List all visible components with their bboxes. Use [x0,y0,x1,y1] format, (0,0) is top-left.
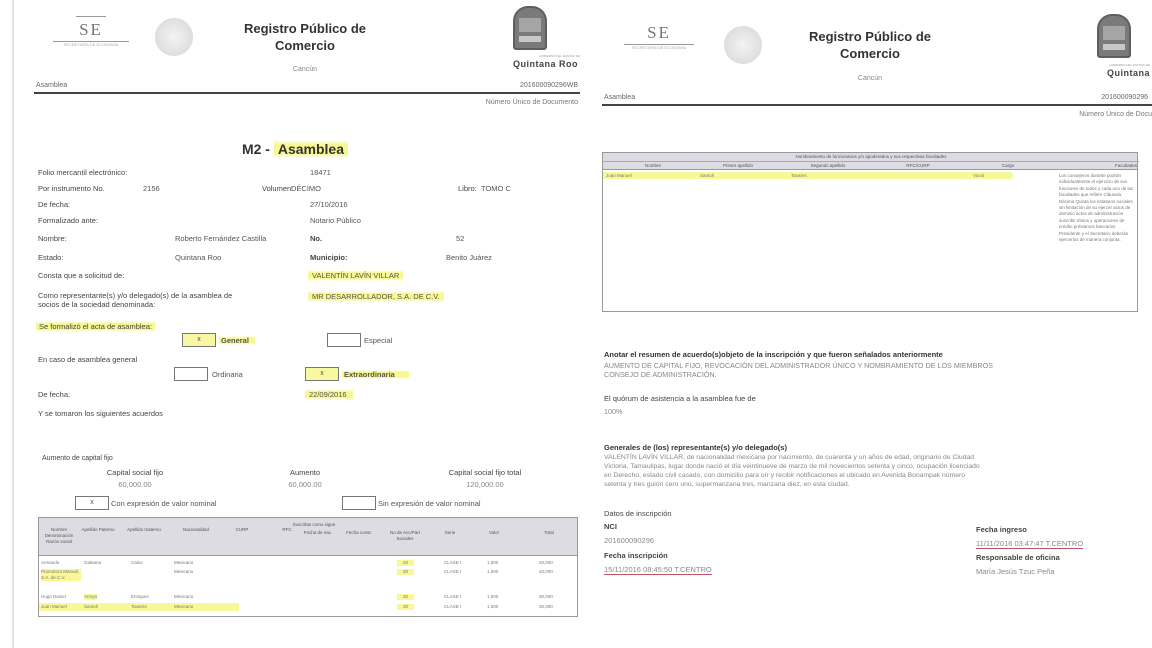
se-logo: SE SECRETARÍA DE ECONOMÍA [52,16,130,48]
state-crest-icon [513,6,547,50]
municipio-label: Municipio: [310,253,348,262]
doc-number-label: Número Único de Docu [1079,111,1152,118]
folio-value: 18471 [310,168,331,177]
nci-value: 201600090296 [604,536,655,545]
doc-type-label: Asamblea [36,82,68,89]
general-label: General [219,336,255,345]
fecha-label: De fecha: [38,200,71,209]
registry-title: Registro Público de Comercio [808,29,932,61]
folio-label: Folio mercantil electrónico: [38,168,128,177]
generales-label: Generales de (los) representante(s) y/o delegado(s) [604,443,787,452]
extraordinaria-checkbox[interactable]: x [305,367,339,381]
responsable-value: María Jesús Tzuc Peña [976,567,1055,576]
municipio-value: Benito Juárez [446,253,492,262]
city-label: Cancún [857,75,883,82]
representante-label: Como representante(s) y/o delegado(s) de la asamblea de socios de la sociedad denominada: [38,291,233,309]
sin-valor-label: Sin expresión de valor nominal [378,499,481,508]
capital-total-value: 120,000.00 [466,480,504,489]
ordinaria-checkbox[interactable] [174,367,208,381]
nombre-label: Nombre: [38,234,67,243]
national-seal-icon [724,26,762,64]
estado-label: Estado: [38,253,64,262]
nci-label: NCI [604,522,617,531]
fecha-value: 27/10/2016 [310,200,348,209]
officers-table-header: Nombramiento de funcionarios y/o apoderados y sus respectivas facultades Nombre Primer apellido Segundo apellido RFC/CURP Cargo Facultades [603,153,1137,170]
capital-section-label: Aumento de capital fijo [42,455,113,462]
sin-valor-checkbox[interactable] [342,496,376,510]
aumento-value: 60,000.00 [288,480,322,489]
officers-table: Nombramiento de funcionarios y/o apoderados y sus respectivas facultades Nombre Primer apellido Segundo apellido RFC/CURP Cargo Facultades Juan Manuel Santoh Tavares Vocal Los consejeros durante podrán individualmente el ejercicio de sus funciones de todos y cada uno de las facultades que refiere Cláusula Décima Quinta los estatutos sociales sin limitación de su ejercer actos de dominio actos de administración suscribir títulos y operaciones de crédito préstamos bancarios Presidente y el Secretario deberán ejercerlos de manera conjunta. [602,152,1138,312]
form-title: M2 - Asamblea [0,141,590,157]
right-document-page [590,0,1152,648]
header-rule [34,92,580,94]
fecha-ingreso-value: 11/11/2016 03:47:47 T.CENTRO [976,539,1084,548]
fecha-inscripcion-label: Fecha inscripción [604,551,668,560]
ordinaria-label: Ordinaria [212,370,243,379]
doc-type-label: Asamblea [604,94,636,101]
acuerdos-label: Y se tomaron los siguientes acuerdos [38,409,163,418]
formalizado-label: Formalizado ante: [38,216,99,225]
especial-checkbox[interactable] [327,333,361,347]
resumen-label: Anotar el resumen de acuerdo(s)objeto de la inscripción y que fueron señalados anteriormente [604,350,943,359]
se-logo: SE SECRETARÍA DE ECONOMÍA [620,22,698,51]
national-seal-icon [155,18,193,56]
estado-value: Quintana Roo [175,253,222,262]
con-valor-checkbox[interactable]: x [75,496,109,510]
consta-label: Consta que a solicitud de: [38,271,125,280]
state-name: Quintana [1106,68,1150,78]
right-header: SE SECRETARÍA DE ECONOMÍA Registro Público de Comercio Cancún GOBIERNO DEL ESTADO DE Quintana Asamblea 201600090296 Número Único de Docu [590,0,1152,110]
formalizo-label: Se formalizó el acta de asamblea: [36,321,155,332]
asamblea-fecha-value: 22/09/2016 [305,389,353,400]
especial-label: Especial [364,336,393,345]
header-rule [602,104,1152,106]
representante-value: MR DESARROLLADOR, S.A. DE C.V. [308,291,444,302]
capital-total-label: Capital social fijo total [448,468,522,477]
fecha-inscripcion-value: 15/11/2016 08:45:50 T.CENTRO [604,565,712,574]
libro-label: Libro: [458,184,477,193]
general-checkbox[interactable]: x [182,333,216,347]
con-valor-label: Con expresión de valor nominal [111,499,217,508]
aumento-label: Aumento [289,468,321,477]
no-label: No. [310,234,323,243]
volumen-label: Volumen: [262,184,294,193]
asamblea-fecha-label: De fecha: [38,390,71,399]
left-header: SE SECRETARÍA DE ECONOMÍA Registro Público de Comercio Cancún GOBIERNO DEL ESTADO DE Quintana Roo Asamblea 201600090296WB Número Único de Documento [0,0,590,110]
shareholders-table: Suscritas como sigue Nombre Denominación Razón social Apellido Paterno Apellido materno Nacionalidad CURP RFC Fecha de nac. Fecha const. No de Acc/Part Sociales Serie Valor Total Armando Galeana Calvo Mexicano 20 CLASE I 1,000 20,000 Promotora Manuel, S.A. de C.V. Mexicano 40 CLASE I 1,000 40,000 Hugo Daniel Arroyo Enriquez Mexicano 30 CLASE I 1,000 30,000 Juan Manuel Santoh Tavares Mexicano 30 CLASE I 1,000 30,000 [38,517,578,617]
doc-number-label: Número Único de Documento [485,99,578,106]
quorum-label: El quórum de asistencia a la asamblea fue de [604,394,756,403]
city-label: Cancún [292,66,318,73]
shareholders-table-header: Suscritas como sigue Nombre Denominación Razón social Apellido Paterno Apellido materno Nacionalidad CURP RFC Fecha de nac. Fecha const. No de Acc/Part Sociales Serie Valor Total [39,518,577,556]
volumen-value: DÉCIMO [291,184,321,193]
responsable-label: Responsable de oficina [976,553,1060,562]
inscripcion-section-label: Datos de inscripción [604,509,672,518]
instrumento-value: 2156 [143,184,160,193]
capital-fijo-label: Capital social fijo [106,468,164,477]
doc-number: 201600090296 [1101,94,1148,101]
state-crest-icon [1097,14,1131,58]
no-value: 52 [456,234,465,243]
formalizado-value: Notario Público [310,216,361,225]
resumen-value: AUMENTO DE CAPITAL FIJO, REVOCACIÓN DEL ADMINISTRADOR ÚNICO Y NOMBRAMIENTO DE LOS MIEMBROS CONSEJO DE ADMINISTRACIÓN. [604,361,993,379]
registry-title: Registro Público de Comercio [243,21,367,53]
quorum-value: 100% [604,407,623,416]
fecha-ingreso-label: Fecha ingreso [976,525,1027,534]
instrumento-label: Por instrumento No. [38,184,105,193]
libro-value: TOMO C [481,184,511,193]
state-name: Quintana Roo [513,59,578,69]
capital-fijo-value: 60,000.00 [118,480,152,489]
extraordinaria-label: Extraordinaria [342,370,409,379]
nombre-value: Roberto Fernández Castilla [175,234,267,243]
consta-value: VALENTÍN LAVÍN VILLAR [308,270,403,281]
doc-number: 201600090296WB [520,82,578,89]
en-caso-label: En caso de asamblea general [38,355,138,364]
generales-text: VALENTÍN LAVÍN VILLAR, de nacionalidad mexicana por nacimiento, de cuarenta y un años de edad, originario de Ciudad Victoria, Tamaulipas, lugar donde nació el día veintinueve de marzo de mil novecientos setenta y cinco, ocupación licenciado en Derecho, estado civil casado, con domicilio para oír y recibir notificaciones el ubicado en Avenida Bonampak número setenta y tres guión cero uno, supermanzana tres, manzana diez, en esta ciudad. [604,454,980,488]
